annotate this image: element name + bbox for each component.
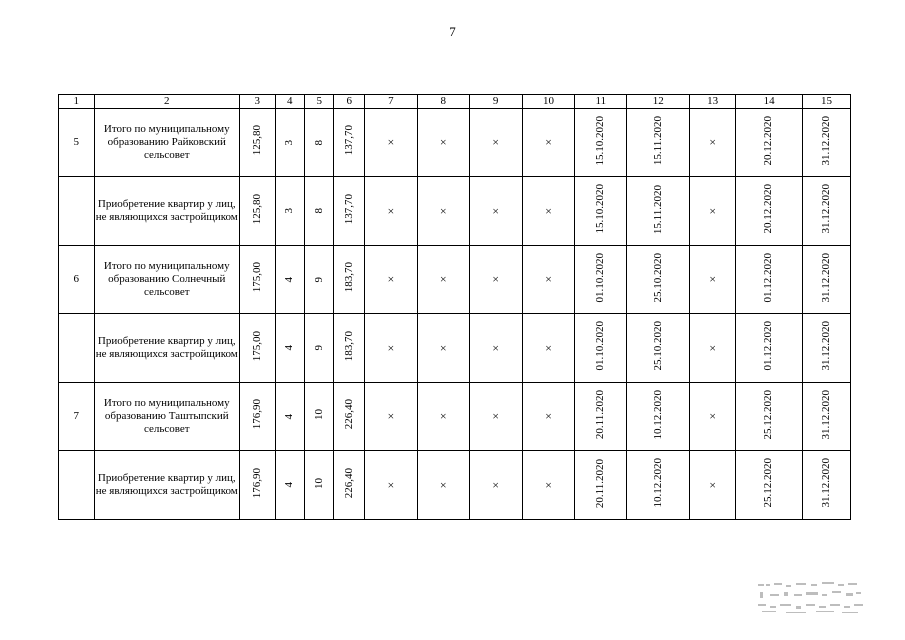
vertical-value: 226,40 [342,399,355,430]
vertical-value: 20.11.2020 [594,390,607,440]
table-row-apartment-purchase [59,451,851,520]
value-cell-col-4 [275,177,304,246]
vertical-value: 4 [283,345,296,351]
vertical-value: 175,00 [250,330,263,362]
cross-mark-cell: × [690,109,736,177]
cross-mark-cell: × [469,383,522,451]
cross-mark-cell: × [522,451,575,520]
housing-schedule-table [58,94,851,520]
vertical-value: 137,70 [342,193,355,225]
column-number-9: 9 [469,95,522,109]
table-row-apartment-purchase [59,177,851,246]
vertical-value: 25.12.2020 [762,458,775,508]
vertical-value: 10 [312,477,325,489]
value-cell-col-14 [736,246,803,314]
vertical-value: 125,80 [250,193,263,225]
value-cell-col-14 [736,451,803,520]
vertical-value: 183,70 [342,330,355,362]
vertical-value: 25.10.2020 [651,252,664,303]
vertical-value: 31.12.2020 [819,115,832,166]
cross-mark-cell: × [364,383,417,451]
vertical-value: 3 [283,139,296,146]
value-cell-col-6 [334,383,365,451]
cross-mark-cell: × [417,177,469,246]
row-name-cell: Итого по муниципальному образованию Таштыпский сельсовет [94,383,239,451]
column-number-7: 7 [364,95,417,109]
column-number-11: 11 [575,95,627,109]
value-cell-col-4 [275,451,304,520]
row-number-cell: 6 [59,246,95,314]
vertical-value: 176,90 [250,399,263,430]
column-number-8: 8 [417,95,469,109]
value-cell-col-5 [305,177,334,246]
vertical-value: 183,70 [342,262,355,293]
value-cell-col-14 [736,177,803,246]
cross-mark-cell: × [417,109,469,177]
value-cell-col-14 [736,383,803,451]
value-cell-col-6 [334,246,365,314]
cross-mark-cell: × [364,246,417,314]
cross-mark-cell: × [417,451,469,520]
cross-mark-cell: × [469,177,522,246]
cross-mark-cell: × [690,451,736,520]
row-number-cell [59,451,95,520]
cross-mark-cell: × [522,314,575,383]
cross-mark-cell: × [522,383,575,451]
column-number-2: 2 [94,95,239,109]
column-number-10: 10 [522,95,575,109]
column-number-13: 13 [690,95,736,109]
value-cell-col-6 [334,451,365,520]
value-cell-col-11 [575,109,627,177]
cross-mark-cell: × [469,109,522,177]
vertical-value: 10.12.2020 [651,458,664,508]
cross-mark-cell: × [364,314,417,383]
cross-mark-cell: × [417,246,469,314]
cross-mark-cell: × [417,383,469,451]
column-number-1: 1 [59,95,95,109]
value-cell-col-3 [239,246,275,314]
cross-mark-cell: × [522,109,575,177]
vertical-value: 01.12.2020 [762,321,775,371]
vertical-value: 9 [312,276,325,283]
vertical-value: 01.10.2020 [594,321,607,371]
cross-mark-cell: × [364,451,417,520]
cross-mark-cell: × [690,246,736,314]
vertical-value: 15.10.2020 [594,115,607,166]
value-cell-col-11 [575,314,627,383]
vertical-value: 3 [283,208,296,214]
value-cell-col-6 [334,177,365,246]
column-number-15: 15 [803,95,851,109]
vertical-value: 20.11.2020 [594,458,607,508]
vertical-value: 176,90 [250,467,263,499]
column-number-14: 14 [736,95,803,109]
column-number-6: 6 [334,95,365,109]
vertical-value: 125,80 [250,125,263,156]
row-number-cell [59,177,95,246]
value-cell-col-12 [627,314,690,383]
vertical-value: 4 [283,413,296,420]
stamp-mark [756,580,866,616]
table-body [59,95,851,520]
cross-mark-cell: × [690,383,736,451]
vertical-value: 137,70 [342,125,355,156]
value-cell-col-3 [239,109,275,177]
value-cell-col-11 [575,451,627,520]
vertical-value: 8 [312,208,325,214]
value-cell-col-12 [627,451,690,520]
cross-mark-cell: × [690,314,736,383]
vertical-value: 31.12.2020 [819,458,832,508]
value-cell-col-12 [627,246,690,314]
cross-mark-cell: × [469,314,522,383]
page-number: 7 [449,24,456,39]
cross-mark-cell: × [522,177,575,246]
row-number-cell: 5 [59,109,95,177]
row-number-cell [59,314,95,383]
vertical-value: 20.12.2020 [762,184,775,234]
value-cell-col-4 [275,314,304,383]
column-number-row [59,95,851,109]
row-name-cell: Приобретение квартир у лиц, не являющихся застройщиком [94,177,239,246]
table-row-municipal-total [59,109,851,177]
value-cell-col-6 [334,109,365,177]
value-cell-col-5 [305,109,334,177]
value-cell-col-15 [803,246,851,314]
vertical-value: 31.12.2020 [819,389,832,440]
cross-mark-cell: × [522,246,575,314]
vertical-value: 226,40 [342,467,355,499]
value-cell-col-15 [803,383,851,451]
row-name-cell: Приобретение квартир у лиц, не являющихся застройщиком [94,451,239,520]
value-cell-col-3 [239,177,275,246]
vertical-value: 25.12.2020 [762,389,775,440]
value-cell-col-6 [334,314,365,383]
vertical-value: 15.11.2020 [651,116,664,166]
value-cell-col-3 [239,451,275,520]
value-cell-col-11 [575,177,627,246]
value-cell-col-11 [575,246,627,314]
vertical-value: 20.12.2020 [762,115,775,166]
cross-mark-cell: × [690,177,736,246]
row-number-cell: 7 [59,383,95,451]
value-cell-col-3 [239,314,275,383]
value-cell-col-12 [627,383,690,451]
value-cell-col-14 [736,314,803,383]
value-cell-col-5 [305,383,334,451]
column-number-4: 4 [275,95,304,109]
column-number-5: 5 [305,95,334,109]
value-cell-col-14 [736,109,803,177]
row-name-cell: Итого по муниципальному образованию Солнечный сельсовет [94,246,239,314]
vertical-value: 01.10.2020 [594,252,607,303]
value-cell-col-4 [275,246,304,314]
row-name-cell: Итого по муниципальному образованию Райковский сельсовет [94,109,239,177]
vertical-value: 8 [312,139,325,146]
value-cell-col-15 [803,177,851,246]
vertical-value: 175,00 [250,262,263,293]
value-cell-col-5 [305,314,334,383]
vertical-value: 31.12.2020 [819,184,832,234]
vertical-value: 31.12.2020 [819,321,832,371]
value-cell-col-15 [803,109,851,177]
cross-mark-cell: × [364,109,417,177]
value-cell-col-11 [575,383,627,451]
table-row-municipal-total [59,246,851,314]
vertical-value: 25.10.2020 [651,321,664,371]
column-number-12: 12 [627,95,690,109]
vertical-value: 4 [283,276,296,283]
value-cell-col-4 [275,383,304,451]
value-cell-col-5 [305,246,334,314]
cross-mark-cell: × [417,314,469,383]
vertical-value: 01.12.2020 [762,252,775,303]
value-cell-col-12 [627,109,690,177]
vertical-value: 10 [312,409,325,421]
row-name-cell: Приобретение квартир у лиц, не являющихся застройщиком [94,314,239,383]
value-cell-col-12 [627,177,690,246]
table-row-municipal-total [59,383,851,451]
value-cell-col-15 [803,451,851,520]
value-cell-col-4 [275,109,304,177]
vertical-value: 31.12.2020 [819,252,832,303]
cross-mark-cell: × [469,246,522,314]
value-cell-col-5 [305,451,334,520]
vertical-value: 15.11.2020 [651,184,664,234]
vertical-value: 4 [283,482,296,488]
value-cell-col-3 [239,383,275,451]
vertical-value: 15.10.2020 [594,184,607,234]
vertical-value: 9 [312,345,325,351]
cross-mark-cell: × [364,177,417,246]
cross-mark-cell: × [469,451,522,520]
value-cell-col-15 [803,314,851,383]
table-row-apartment-purchase [59,314,851,383]
vertical-value: 10.12.2020 [651,389,664,440]
column-number-3: 3 [239,95,275,109]
